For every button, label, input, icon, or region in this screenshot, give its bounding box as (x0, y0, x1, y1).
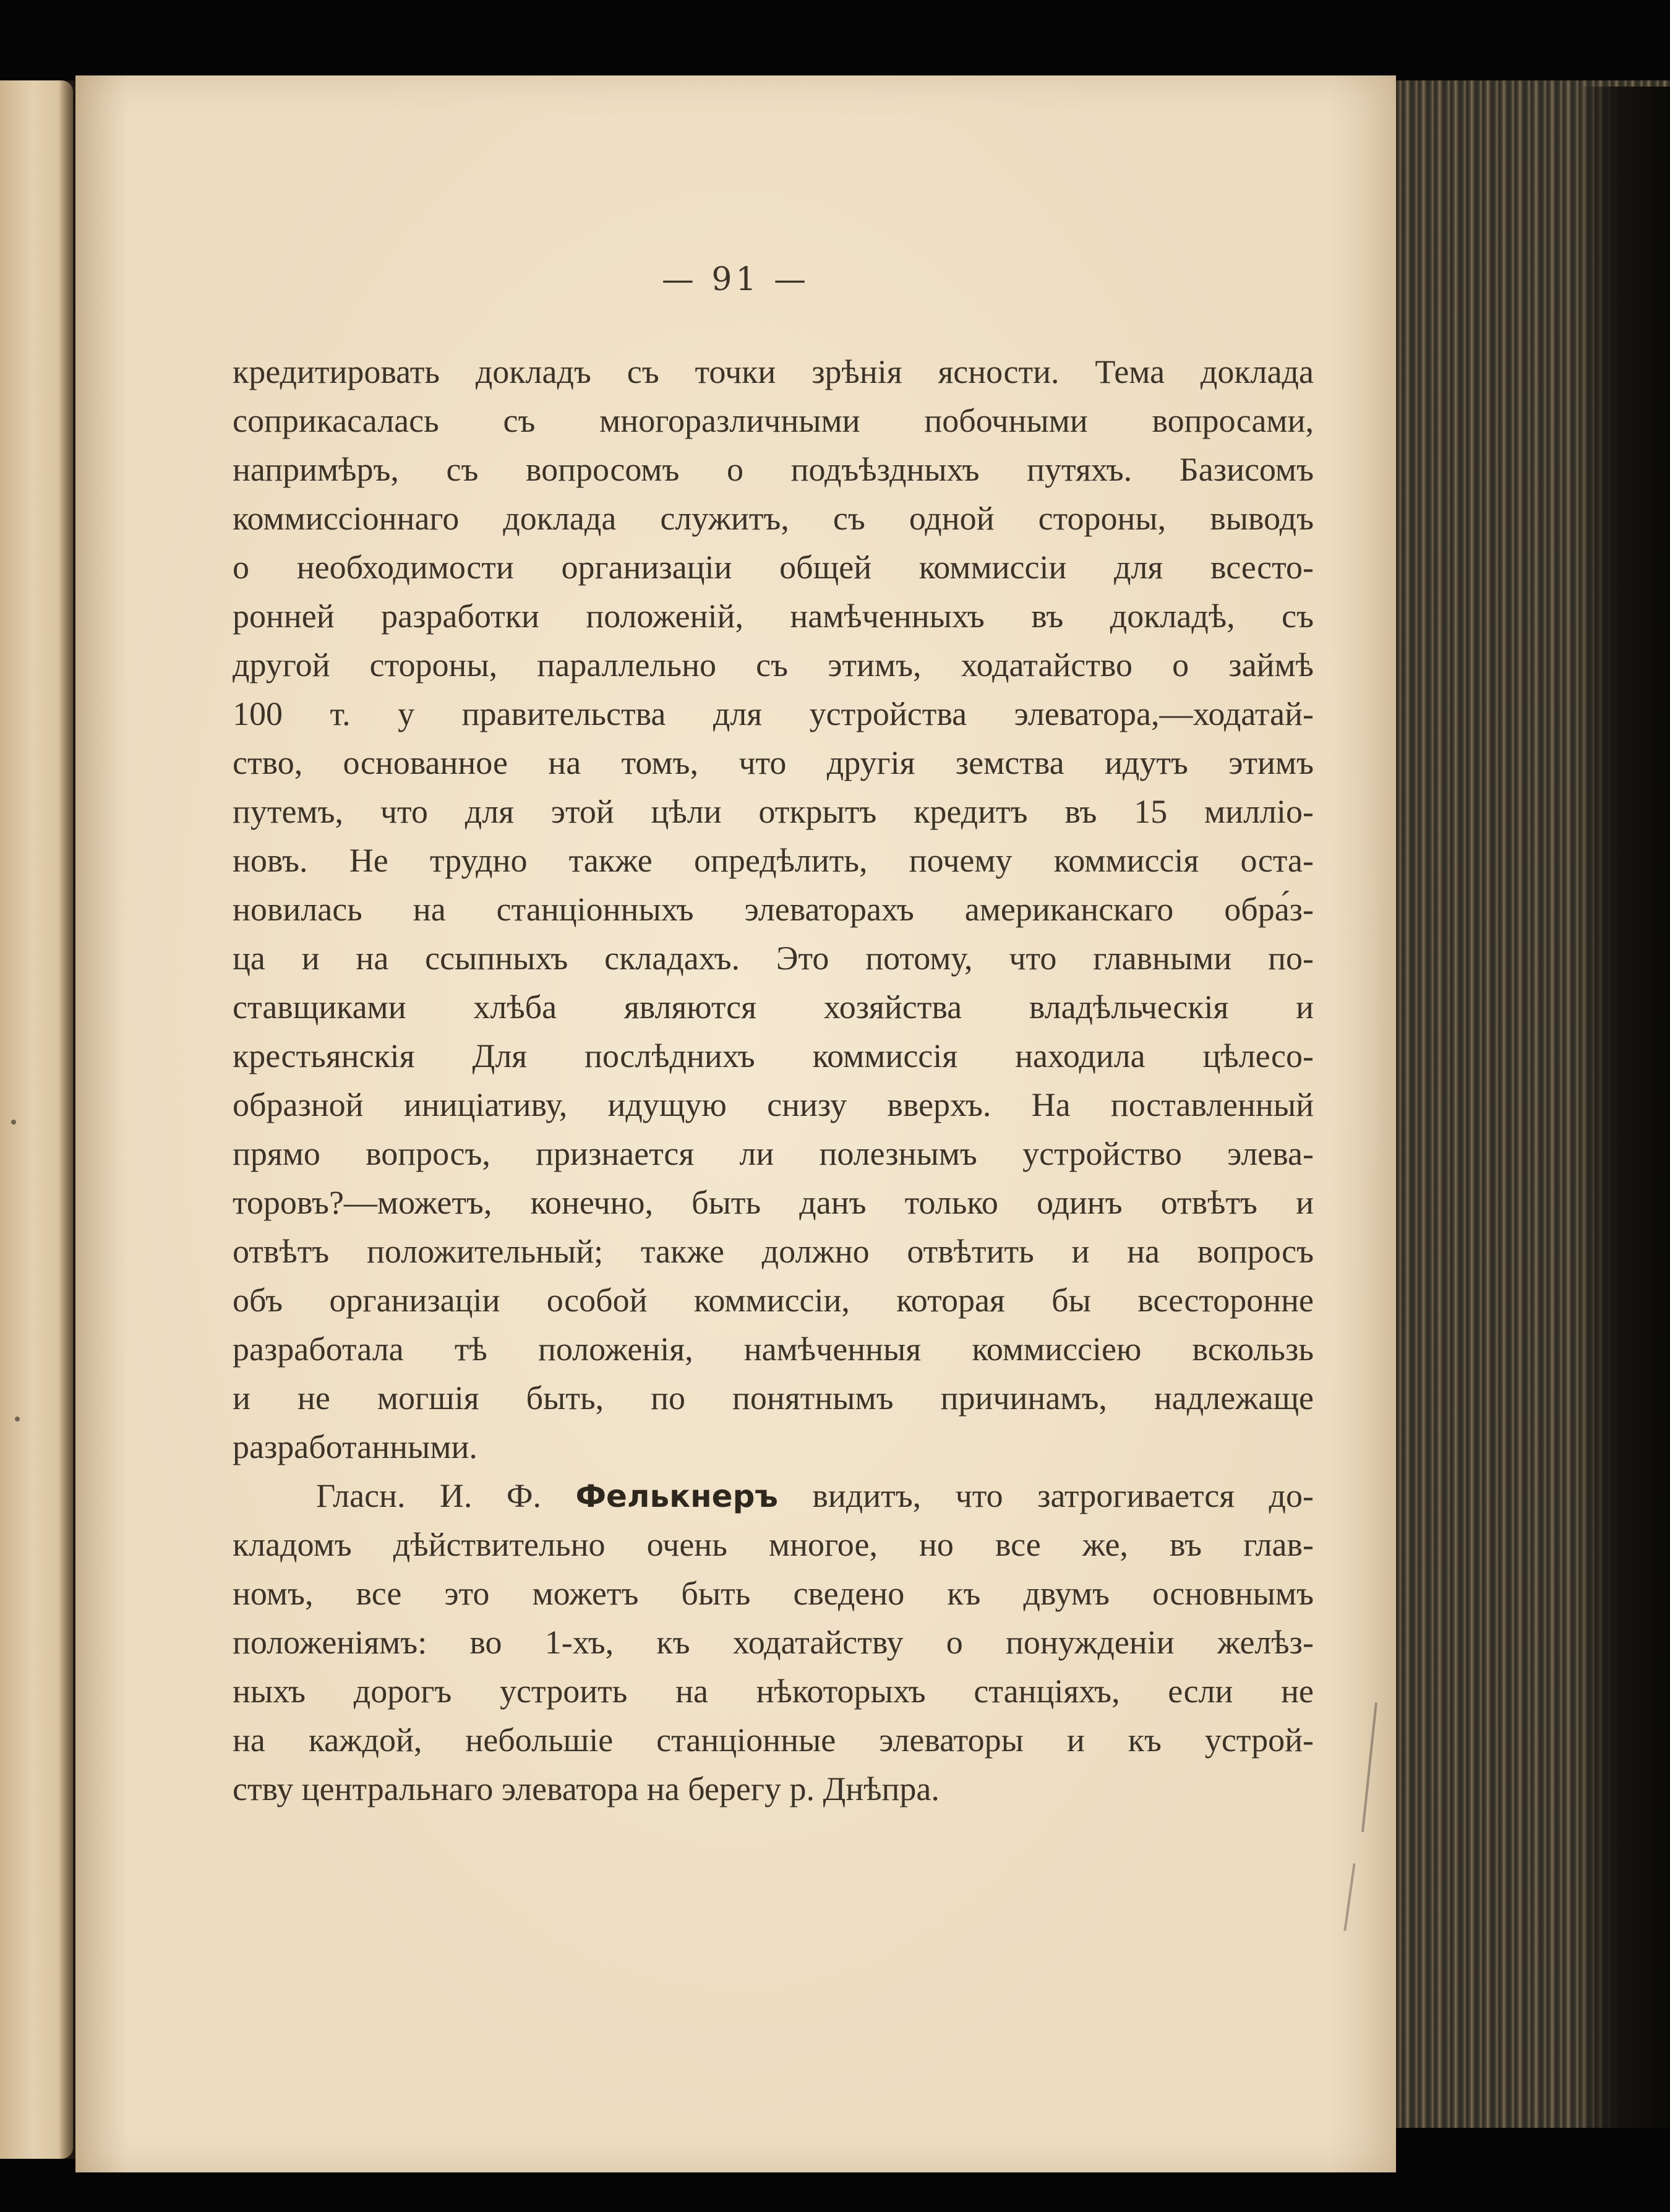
text-line: объ организаціи особой коммиссіи, которая бы всесторонне (233, 1282, 1314, 1319)
speaker-line-rest: видитъ, что затрогивается до- (812, 1477, 1314, 1514)
text-line: ству центральнаго элеватора на берегу р. Днѣпра. (233, 1770, 940, 1807)
text-line: ронней разработки положеній, намѣченныхъ въ докладѣ, съ (233, 598, 1314, 635)
text-line: о необходимости организаціи общей коммиссіи для всесто- (233, 549, 1314, 586)
speaker-name: Фелькнеръ (575, 1478, 778, 1514)
text-line: разработанными. (233, 1428, 477, 1465)
text-line: ство, основанное на томъ, что другія земства идутъ этимъ (233, 744, 1314, 781)
text-line: 100 т. у правительства для устройства элеватора,—ходатай- (233, 695, 1314, 732)
text-line: другой стороны, параллельно съ этимъ, ходатайство о займѣ (233, 646, 1314, 684)
text-line: образной иниціативу, идущую снизу вверхъ. На поставленный (233, 1086, 1314, 1123)
text-line: кладомъ дѣйствительно очень многое, но все же, въ глав- (233, 1526, 1314, 1563)
pencil-mark (1343, 1863, 1355, 1931)
text-line: кредитировать докладъ съ точки зрѣнія ясности. Тема доклада (233, 353, 1314, 390)
text-line: и не могшія быть, по понятнымъ причинамъ, надлежаще (233, 1379, 1314, 1417)
text-line: разработала тѣ положенія, намѣченныя коммиссіею вскользь (233, 1331, 1314, 1368)
paragraph-start-line (233, 1472, 1314, 1520)
text-line: ца и на ссыпныхъ складахъ. Это потому, что главными по- (233, 940, 1314, 977)
text-line: коммиссіоннаго доклада служитъ, съ одной стороны, выводъ (233, 500, 1314, 537)
text-line: ставщиками хлѣба являются хозяйства владѣльческія и (233, 988, 1314, 1026)
book-cover (1583, 87, 1670, 2128)
text-line: путемъ, что для этой цѣли открытъ кредитъ въ 15 милліо- (233, 793, 1314, 830)
text-line: крестьянскія Для послѣднихъ коммиссія находила цѣлесо- (233, 1037, 1314, 1074)
scan-speck (11, 1120, 16, 1125)
text-line: напримѣръ, съ вопросомъ о подъѣздныхъ путяхъ. Базисомъ (233, 451, 1314, 488)
book-page (75, 75, 1396, 2172)
text-line: прямо вопросъ, признается ли полезнымъ устройство элева- (233, 1135, 1314, 1172)
page-text (233, 348, 1314, 1814)
text-line: торовъ?—можетъ, конечно, быть данъ только одинъ отвѣтъ и (233, 1184, 1314, 1221)
text-line: новилась на станціонныхъ элеваторахъ американскаго обра́з- (233, 891, 1314, 928)
page-number: — 91 — (661, 261, 810, 298)
text-line: ныхъ дорогъ устроить на нѣкоторыхъ станціяхъ, если не (233, 1673, 1314, 1710)
text-line: отвѣтъ положительный; также должно отвѣтить и на вопросъ (233, 1233, 1314, 1270)
text-line: положеніямъ: во 1-хъ, къ ходатайству о понужденіи желѣз- (233, 1624, 1314, 1661)
text-line: новъ. Не трудно также опредѣлить, почему коммиссія оста- (233, 842, 1314, 879)
speaker-intro: Гласн. И. Ф. (316, 1477, 541, 1514)
scan-speck (15, 1417, 20, 1421)
text-line: соприкасалась съ многоразличными побочными вопросами, (233, 402, 1314, 439)
text-line: на каждой, небольшіе станціонные элеваторы и къ устрой- (233, 1721, 1314, 1759)
pencil-mark (1361, 1702, 1377, 1832)
text-line: номъ, все это можетъ быть сведено къ двумъ основнымъ (233, 1575, 1314, 1612)
